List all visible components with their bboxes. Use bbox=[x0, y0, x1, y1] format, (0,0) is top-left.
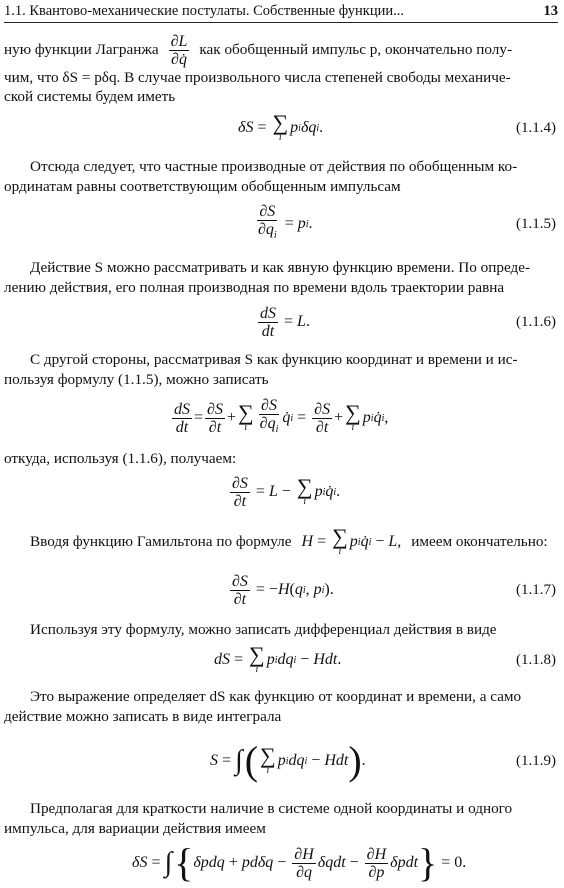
lagrange-derivative: $\frac{\partial L}{\partial q̇}$ bbox=[170, 32, 188, 68]
hamiltonian-definition: H = ∑ i p i q̇ i − L , bbox=[301, 524, 402, 557]
equation-1-1-8: dS = ∑ i p i dq i − Hdt . (1.1.8) bbox=[0, 638, 564, 682]
equation-1-1-7: $\frac{\partial S}{\partial t}$ = − H ( q i , p i ). (1.1.7) bbox=[0, 568, 564, 612]
text-line: пользуя формулу (1.1.5), можно записать bbox=[4, 371, 269, 388]
text-line: имеем окончательно: bbox=[411, 533, 548, 550]
text-line: Действие S можно рассматривать и как явную функцию времени. По опреде- bbox=[30, 259, 531, 276]
paragraph-line-1 bbox=[4, 28, 560, 72]
text-line: ную функции Лагранжа bbox=[4, 41, 159, 58]
equation-1-1-6: $\frac{dS}{dt}$ = L . (1.1.6) bbox=[0, 300, 564, 344]
running-header bbox=[4, 2, 558, 23]
text-line: ординатам равны соответствующим обобщенным импульсам bbox=[4, 178, 401, 195]
equation-action-variation: δS = ∫ { δpdq + pdδq − $\frac{\partial H}{\partial q}$ δqdt − $\frac{\partial H}{\partial p}$ δpdt } = 0. bbox=[132, 840, 467, 885]
text-line: С другой стороны, рассматривая S как функцию координат и времени и ис- bbox=[30, 351, 518, 368]
text-line: чим, что δS = pδq. В случае произвольного числа степеней свободы механиче- bbox=[4, 69, 511, 86]
text-line: откуда, используя (1.1.6), получаем: bbox=[4, 450, 237, 467]
text-line: действие можно записать в виде интеграла bbox=[4, 708, 282, 725]
paragraph-hamiltonian bbox=[4, 524, 560, 560]
text-line: Предполагая для краткости наличие в системе одной координаты и одного bbox=[30, 800, 513, 817]
text-line: импульса, для вариации действия имеем bbox=[4, 820, 266, 837]
text-line: как обобщенный импульс p, окончательно полу- bbox=[199, 41, 513, 58]
equation-number: (1.1.9) bbox=[516, 752, 556, 769]
text-line: Используя эту формулу, можно записать дифференциал действия в виде bbox=[30, 621, 497, 638]
text-line: Вводя функцию Гамильтона по формуле bbox=[30, 533, 292, 550]
running-title: 1.1. Квантово-механические постулаты. Собственные функции... bbox=[4, 3, 404, 19]
equation-number: (1.1.4) bbox=[516, 119, 556, 136]
page-number: 13 bbox=[543, 3, 558, 19]
equation-total-derivative: $\frac{dS}{dt}$ = $\frac{\partial S}{\partial t}$ + ∑ i $\frac{\partial S}{\partial q_i}$ q̇ i = $\frac{\partial S}{\partial t}$ + ∑ i p i q̇ i , bbox=[174, 397, 389, 436]
text-line: Это выражение определяет dS как функцию от координат и времени, а само bbox=[30, 688, 522, 705]
text-line: Отсюда следует, что частные производные от действия по обобщенным ко- bbox=[30, 158, 518, 175]
equation-partial-time: $\frac{\partial S}{\partial t}$ = L − ∑ i p i q̇ i . bbox=[232, 474, 341, 510]
equation-1-1-5: $\frac{\partial S}{\partial q_i}$ = p i . (1.1.5) bbox=[0, 202, 564, 246]
equation-number: (1.1.5) bbox=[516, 215, 556, 232]
equation-1-1-9: S = ∫ ( ∑ i p i dq i − Hdt ) . (1.1.9) bbox=[210, 738, 556, 783]
equation-number: (1.1.6) bbox=[516, 313, 556, 330]
equation-number: (1.1.8) bbox=[516, 651, 556, 668]
equation-1-1-4: δS = ∑ i p i δq i . (1.1.4) bbox=[0, 106, 564, 150]
equation-number: (1.1.7) bbox=[516, 581, 556, 598]
text-line: ской системы будем иметь bbox=[4, 88, 176, 105]
text-line: лению действия, его полная производная по времени вдоль траектории равна bbox=[4, 279, 505, 296]
